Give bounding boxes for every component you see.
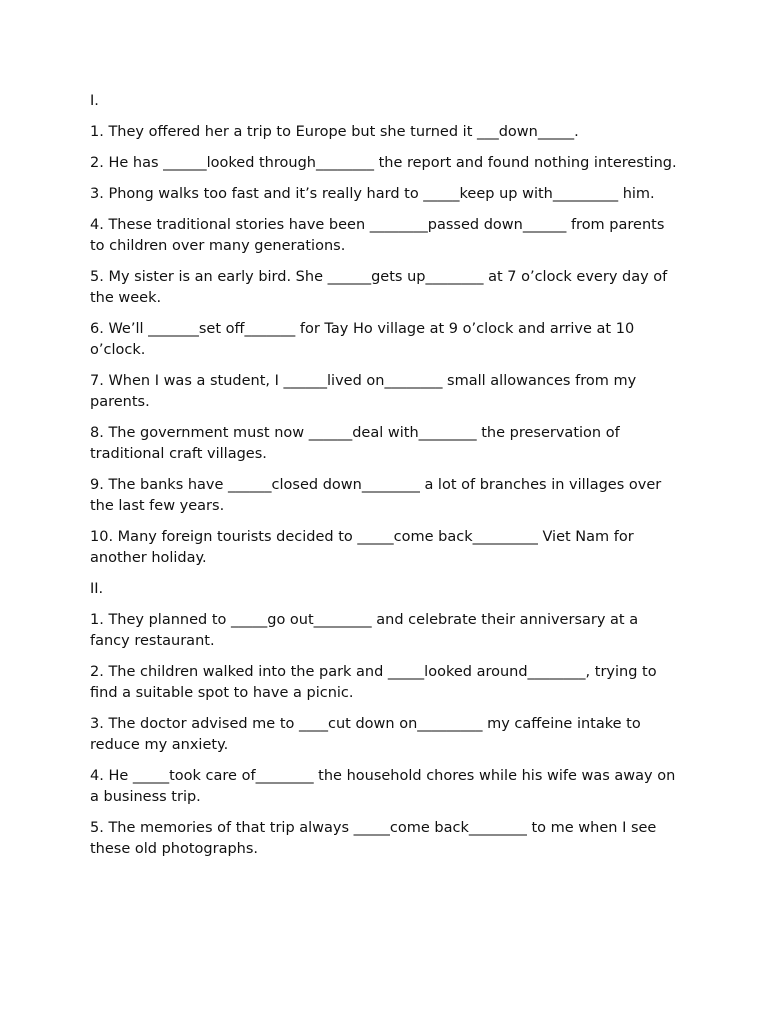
exercise-item: 7. When I was a student, I ______lived on________ small allowances from my parents. [90, 373, 637, 410]
worksheet [90, 91, 682, 870]
section-1 [90, 91, 682, 569]
exercise-item: 1. They planned to _____go out________ and celebrate their anniversary at a fancy restaurant. [90, 612, 639, 649]
exercise-item: 4. These traditional stories have been ________passed down______ from parents to children over many generations. [90, 217, 665, 254]
exercise-item: 4. He _____took care of________ the household chores while his wife was away on a business trip. [90, 768, 676, 805]
exercise-item: 3. Phong walks too fast and it’s really hard to _____keep up with_________ him. [90, 186, 655, 202]
exercise-item: 2. The children walked into the park and _____looked around________, trying to find a suitable spot to have a picnic. [90, 664, 657, 701]
exercise-item: 10. Many foreign tourists decided to _____come back_________ Viet Nam for another holiday. [90, 529, 634, 566]
exercise-item: 6. We’ll _______set off_______ for Tay Ho village at 9 o’clock and arrive at 10 o’clock. [90, 321, 635, 358]
exercise-item: 9. The banks have ______closed down________ a lot of branches in villages over the last few years. [90, 477, 662, 514]
exercise-item: 8. The government must now ______deal with________ the preservation of traditional craft villages. [90, 425, 620, 462]
section-heading: II. [90, 581, 104, 597]
exercise-item: 3. The doctor advised me to ____cut down on_________ my caffeine intake to reduce my anxiety. [90, 716, 641, 753]
section-heading: I. [90, 93, 99, 109]
exercise-item: 2. He has ______looked through________ the report and found nothing interesting. [90, 155, 677, 171]
exercise-item: 1. They offered her a trip to Europe but she turned it ___down_____. [90, 124, 579, 140]
section-2 [90, 579, 682, 860]
exercise-item: 5. My sister is an early bird. She ______gets up________ at 7 o’clock every day of the week. [90, 269, 668, 306]
exercise-item: 5. The memories of that trip always _____come back________ to me when I see these old photographs. [90, 820, 657, 857]
